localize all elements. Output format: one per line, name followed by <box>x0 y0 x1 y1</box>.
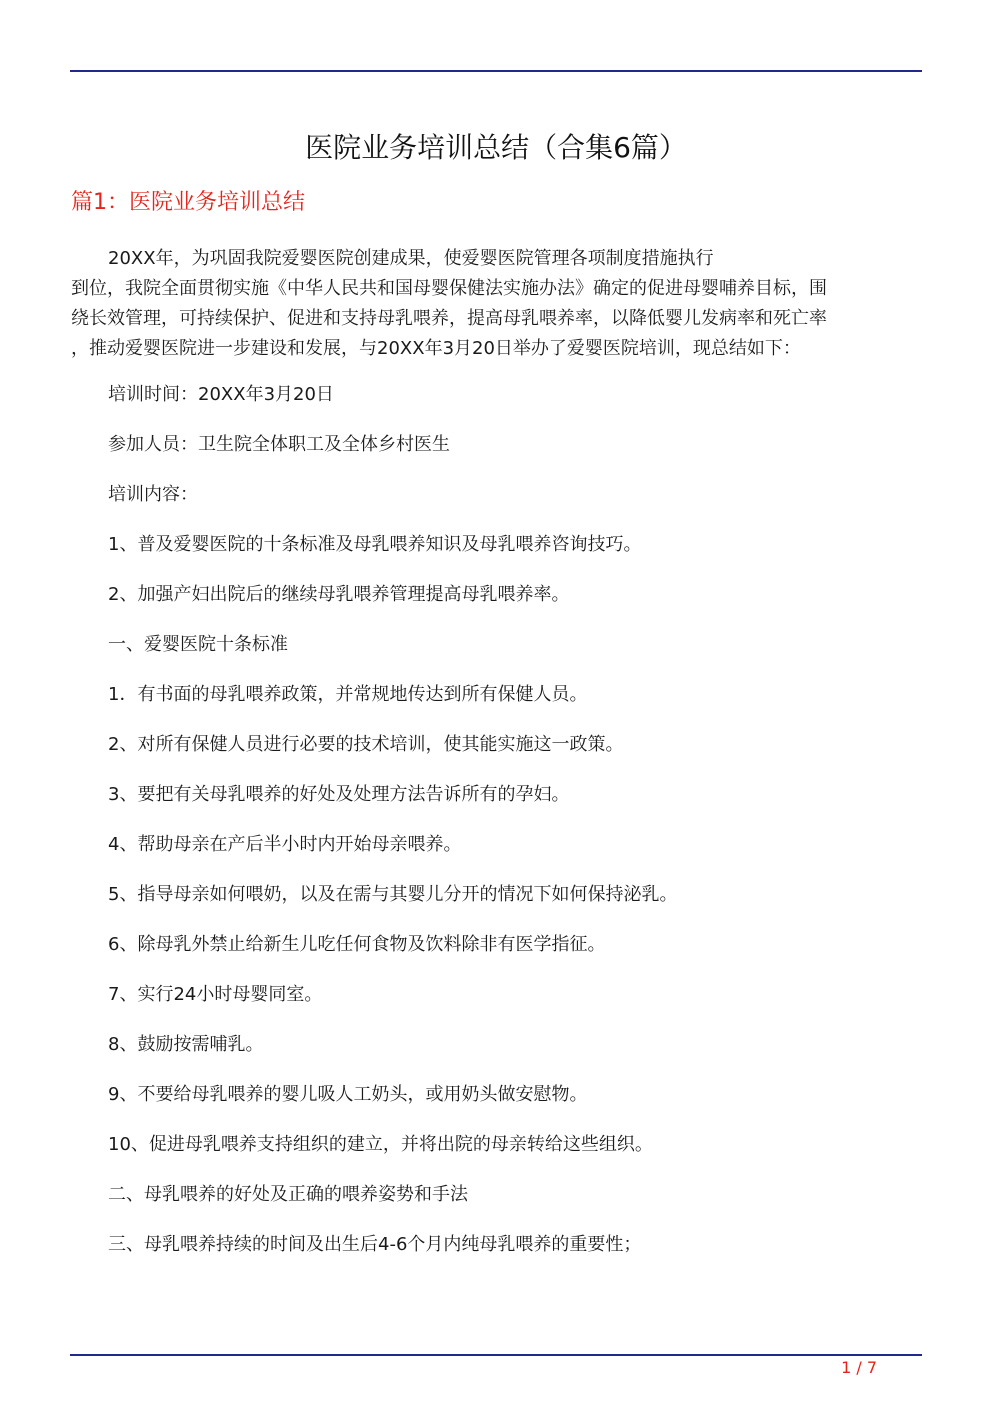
paragraph-item: 2、加强产妇出院后的继续母乳喂养管理提高母乳喂养率。 <box>108 584 570 605</box>
paragraph-item: 9、不要给母乳喂养的婴儿吸人工奶头，或用奶头做安慰物。 <box>108 1084 588 1105</box>
intro-line: ，推动爱婴医院进一步建设和发展，与20XX年3月20日举办了爱婴医院培训，现总结如下： <box>71 338 801 359</box>
paragraph-item: 3、要把有关母乳喂养的好处及处理方法告诉所有的孕妇。 <box>108 784 570 805</box>
paragraph-training-content: 培训内容： <box>108 484 198 505</box>
paragraph-participants: 参加人员：卫生院全体职工及全体乡村医生 <box>108 434 450 455</box>
paragraph-subheading: 一、爱婴医院十条标准 <box>108 634 288 655</box>
paragraph-item: 4、帮助母亲在产后半小时内开始母亲喂养。 <box>108 834 462 855</box>
header-rule <box>70 70 922 72</box>
paragraph-subheading: 二、母乳喂养的好处及正确的喂养姿势和手法 <box>108 1184 468 1205</box>
paragraph-item: 6、除母乳外禁止给新生儿吃任何食物及饮料除非有医学指征。 <box>108 934 606 955</box>
intro-paragraph <box>71 244 921 364</box>
paragraph-list <box>108 380 918 1280</box>
paragraph-item: 1、普及爱婴医院的十条标准及母乳喂养知识及母乳喂养咨询技巧。 <box>108 534 642 555</box>
paragraph-training-time: 培训时间：20XX年3月20日 <box>108 384 334 405</box>
intro-line: 20XX年，为巩固我院爱婴医院创建成果，使爱婴医院管理各项制度措施执行 <box>108 248 714 269</box>
paragraph-item: 7、实行24小时母婴同室。 <box>108 984 323 1005</box>
paragraph-item: 10、促进母乳喂养支持组织的建立，并将出院的母亲转给这些组织。 <box>108 1134 653 1155</box>
paragraph-subheading: 三、母乳喂养持续的时间及出生后4-6个月内纯母乳喂养的重要性； <box>108 1234 642 1255</box>
paragraph-item: 8、鼓励按需哺乳。 <box>108 1034 264 1055</box>
paragraph-item: 1．有书面的母乳喂养政策，并常规地传达到所有保健人员。 <box>108 684 588 705</box>
intro-line: 到位，我院全面贯彻实施《中华人民共和国母婴保健法实施办法》确定的促进母婴哺养目标，围 <box>71 278 827 299</box>
footer-rule <box>70 1354 922 1356</box>
paragraph-item: 2、对所有保健人员进行必要的技术培训，使其能实施这一政策。 <box>108 734 624 755</box>
page-number: 1 / 7 <box>841 1358 877 1377</box>
section-heading: 篇1：医院业务培训总结 <box>71 190 305 215</box>
intro-line: 绕长效管理，可持续保护、促进和支持母乳喂养，提高母乳喂养率，以降低婴儿发病率和死亡率 <box>71 308 827 329</box>
paragraph-item: 5、指导母亲如何喂奶，以及在需与其婴儿分开的情况下如何保持泌乳。 <box>108 884 678 905</box>
document-title: 医院业务培训总结（合集6篇） <box>305 131 687 164</box>
